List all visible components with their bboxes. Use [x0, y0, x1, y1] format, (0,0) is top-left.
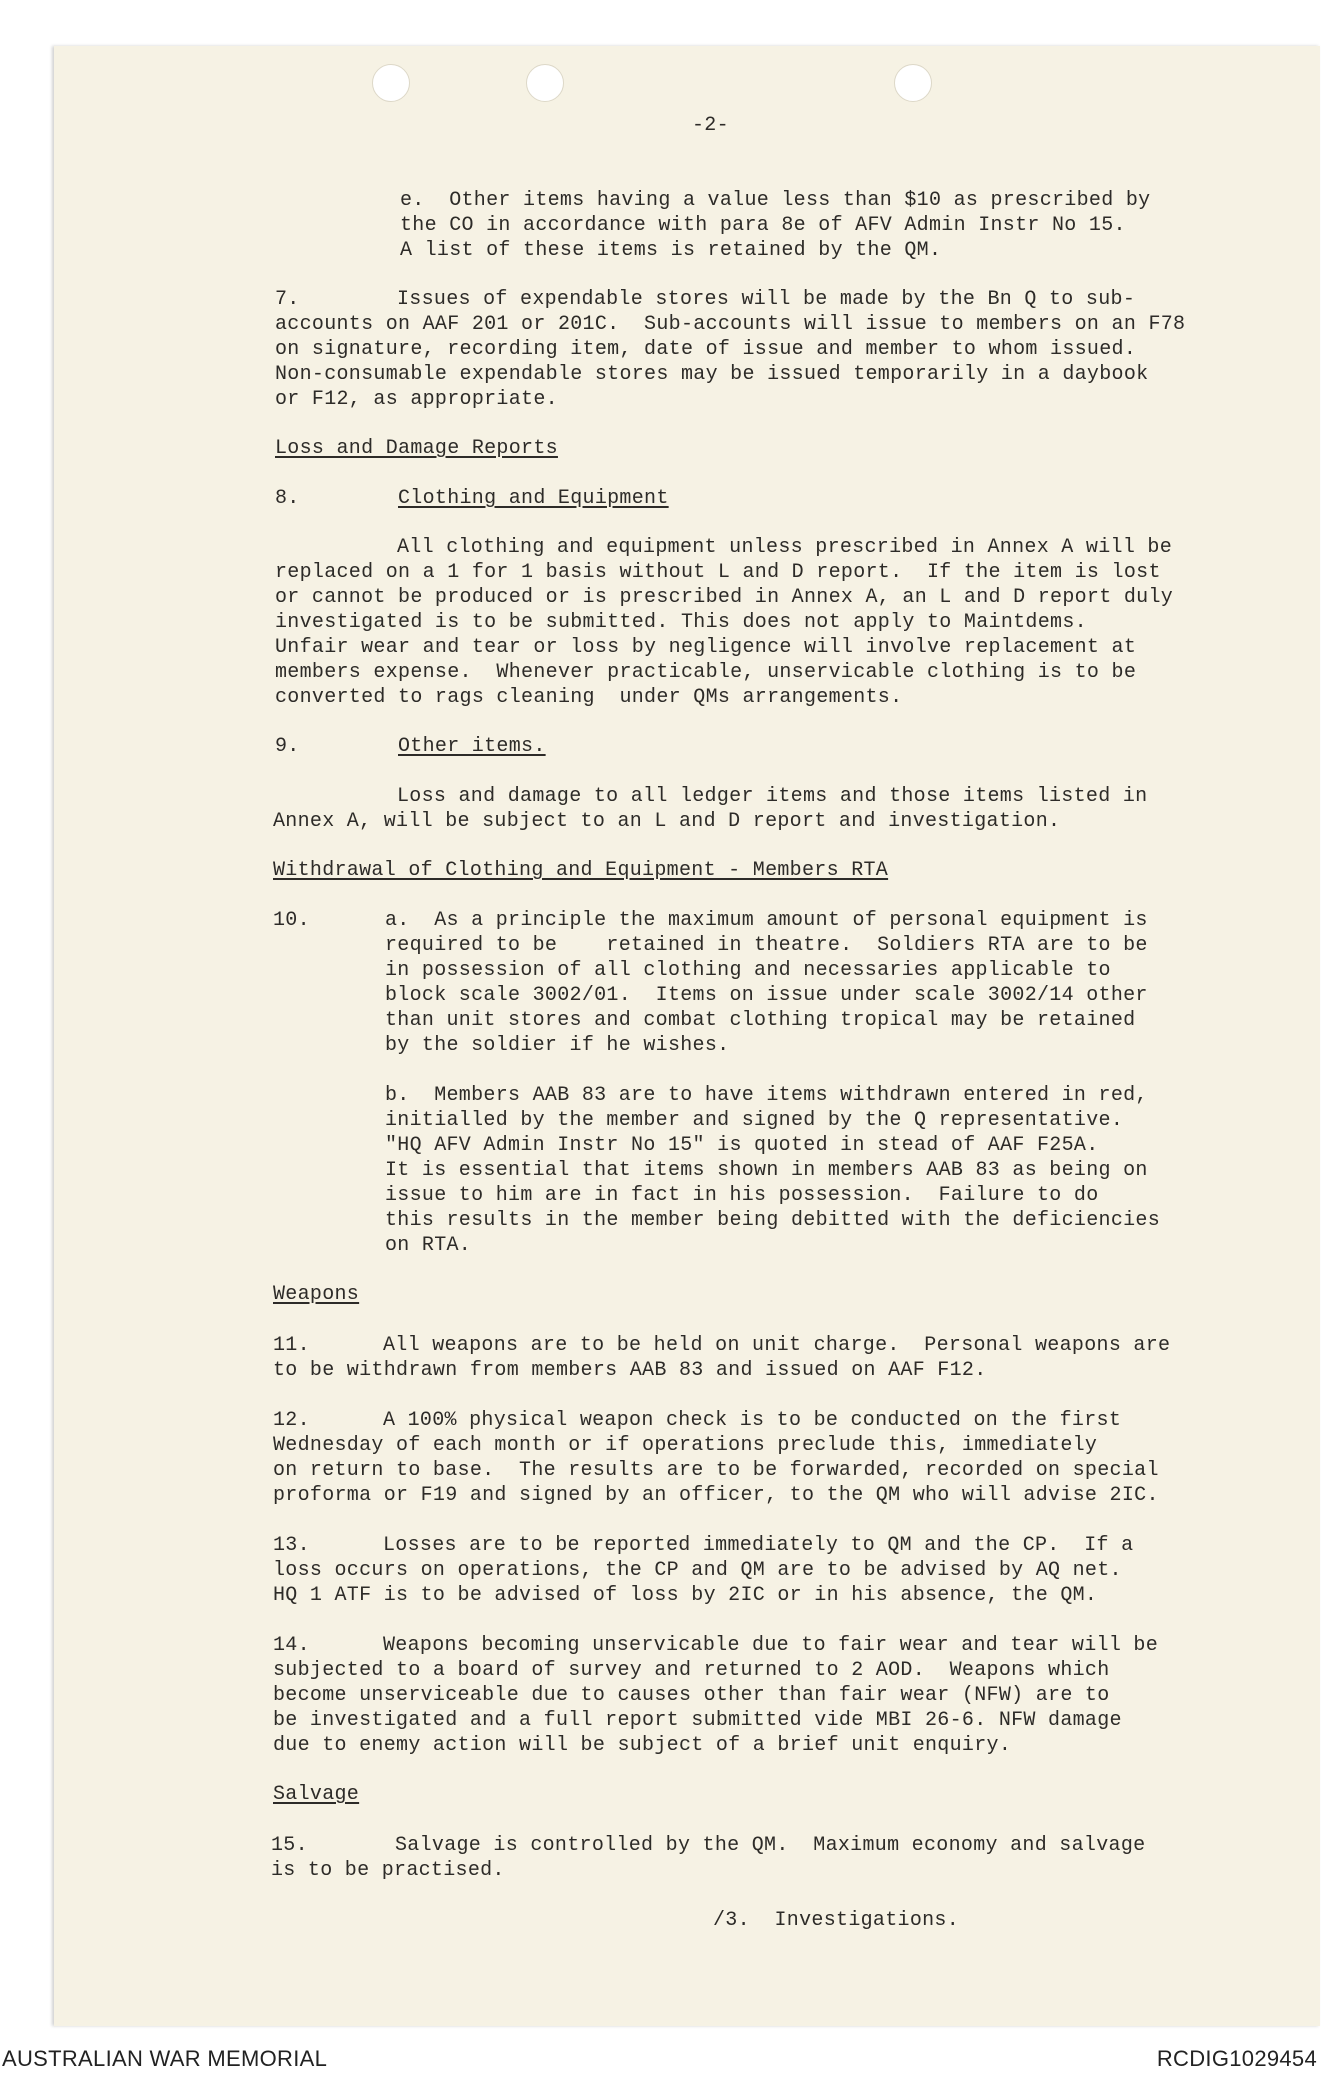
footer-record-id: RCDIG1029454: [1156, 2046, 1317, 2071]
para-7-line: or F12, as appropriate.: [275, 388, 558, 411]
para-number: 14.: [273, 1634, 310, 1657]
para-10b-line: on RTA.: [385, 1234, 472, 1257]
para-7-line: Non-consumable expendable stores may be issued temporarily in a daybook: [275, 363, 1149, 386]
para-12-line: proforma or F19 and signed by an officer, to the QM who will advise 2IC.: [273, 1484, 1159, 1507]
subheading-clothing-equipment: Clothing and Equipment: [398, 487, 669, 510]
para-10b-line: b. Members AAB 83 are to have items withdrawn entered in red,: [385, 1084, 1148, 1107]
para-10b-line: this results in the member being debitted with the deficiencies: [385, 1209, 1161, 1232]
para-number: 8.: [275, 487, 300, 510]
para-8-line: investigated is to be submitted. This does not apply to Maintdems.: [275, 611, 1087, 634]
para-10a-line: block scale 3002/01. Items on issue under scale 3002/14 other: [385, 984, 1148, 1007]
para-14-line: become unserviceable due to causes other than fair wear (NFW) are to: [273, 1684, 1110, 1707]
para-14-line: subjected to a board of survey and returned to 2 AOD. Weapons which: [273, 1659, 1110, 1682]
para-7-line: accounts on AAF 201 or 201C. Sub-accounts will issue to members on an F78: [275, 313, 1186, 336]
para-6e-line: A list of these items is retained by the QM.: [400, 239, 942, 262]
punch-hole: [526, 64, 564, 102]
para-15-line: is to be practised.: [271, 1859, 505, 1882]
para-15-line: Salvage is controlled by the QM. Maximum economy and salvage: [395, 1834, 1146, 1857]
section-heading-withdrawal: Withdrawal of Clothing and Equipment - Members RTA: [273, 859, 889, 882]
page-number: -2-: [692, 114, 729, 137]
para-11-line: All weapons are to be held on unit charge. Personal weapons are: [383, 1334, 1171, 1357]
para-6e-line: the CO in accordance with para 8e of AFV Admin Instr No 15.: [400, 214, 1126, 237]
para-13-line: loss occurs on operations, the CP and QM are to be advised by AQ net.: [273, 1559, 1122, 1582]
para-12-line: A 100% physical weapon check is to be conducted on the first: [383, 1409, 1122, 1432]
para-10a-line: than unit stores and combat clothing tropical may be retained: [385, 1009, 1136, 1032]
para-number: 10.: [273, 909, 310, 932]
para-7-line: on signature, recording item, date of issue and member to whom issued.: [275, 338, 1137, 361]
para-10a-line: by the soldier if he wishes.: [385, 1034, 730, 1057]
section-heading-weapons: Weapons: [273, 1283, 360, 1306]
para-13-line: Losses are to be reported immediately to QM and the CP. If a: [383, 1534, 1134, 1557]
para-8-line: converted to rags cleaning under QMs arrangements.: [275, 686, 903, 709]
para-12-line: on return to base. The results are to be forwarded, recorded on special: [273, 1459, 1159, 1482]
para-8-line: Unfair wear and tear or loss by negligence will involve replacement at: [275, 636, 1137, 659]
section-heading-loss-damage: Loss and Damage Reports: [275, 437, 558, 460]
para-14-line: Weapons becoming unservicable due to fair wear and tear will be: [383, 1634, 1159, 1657]
para-13-line: HQ 1 ATF is to be advised of loss by 2IC or in his absence, the QM.: [273, 1584, 1098, 1607]
para-10a-line: a. As a principle the maximum amount of personal equipment is: [385, 909, 1148, 932]
para-number: 9.: [275, 735, 300, 758]
para-7-line: Issues of expendable stores will be made by the Bn Q to sub-: [397, 288, 1136, 311]
para-8-line: replaced on a 1 for 1 basis without L and D report. If the item is lost: [275, 561, 1161, 584]
footer-archive-name: AUSTRALIAN WAR MEMORIAL: [2, 2046, 328, 2071]
para-6e-line: e. Other items having a value less than $10 as prescribed by: [400, 189, 1151, 212]
para-number: 15.: [271, 1834, 308, 1857]
para-10b-line: issue to him are in fact in his possession. Failure to do: [385, 1184, 1099, 1207]
para-number: 12.: [273, 1409, 310, 1432]
para-14-line: be investigated and a full report submitted vide MBI 26-6. NFW damage: [273, 1709, 1122, 1732]
para-14-line: due to enemy action will be subject of a brief unit enquiry.: [273, 1734, 1012, 1757]
para-10a-line: in possession of all clothing and necessaries applicable to: [385, 959, 1111, 982]
para-number: 7.: [275, 288, 300, 311]
para-10b-line: It is essential that items shown in members AAB 83 as being on: [385, 1159, 1148, 1182]
para-10b-line: "HQ AFV Admin Instr No 15" is quoted in stead of AAF F25A.: [385, 1134, 1099, 1157]
para-11-line: to be withdrawn from members AAB 83 and issued on AAF F12.: [273, 1359, 987, 1382]
para-number: 13.: [273, 1534, 310, 1557]
para-number: 11.: [273, 1334, 310, 1357]
subheading-other-items: Other items.: [398, 735, 546, 758]
para-10a-line: required to be retained in theatre. Soldiers RTA are to be: [385, 934, 1148, 957]
para-12-line: Wednesday of each month or if operations preclude this, immediately: [273, 1434, 1098, 1457]
continuation-note: /3. Investigations.: [713, 1909, 960, 1932]
para-9-line: Loss and damage to all ledger items and those items listed in: [397, 785, 1148, 808]
punch-hole: [894, 64, 932, 102]
para-9-line: Annex A, will be subject to an L and D report and investigation.: [273, 810, 1061, 833]
punch-hole: [372, 64, 410, 102]
para-10b-line: initialled by the member and signed by the Q representative.: [385, 1109, 1124, 1132]
section-heading-salvage: Salvage: [273, 1783, 360, 1806]
para-8-line: members expense. Whenever practicable, unservicable clothing is to be: [275, 661, 1137, 684]
para-8-line: or cannot be produced or is prescribed in Annex A, an L and D report duly: [275, 586, 1174, 609]
para-8-line: All clothing and equipment unless prescribed in Annex A will be: [397, 536, 1173, 559]
